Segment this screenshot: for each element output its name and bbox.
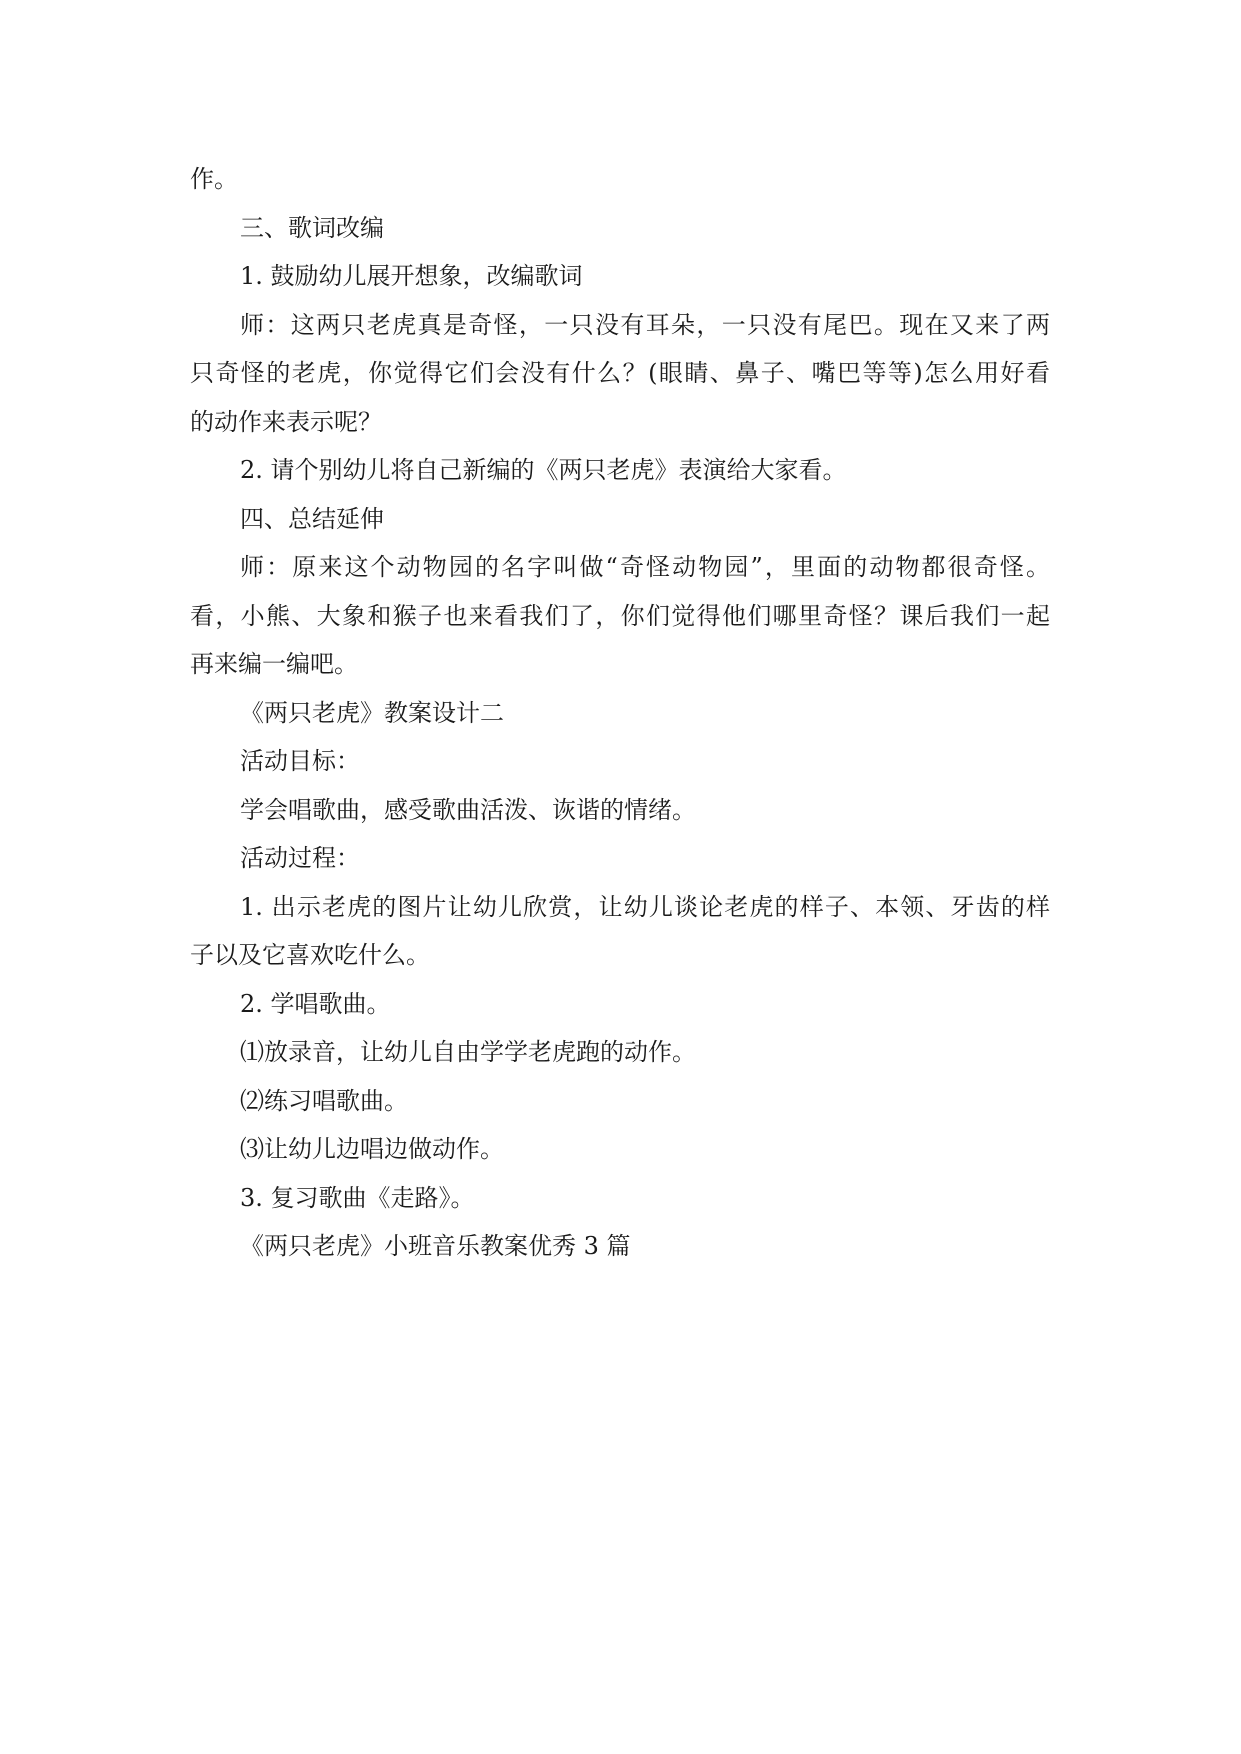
text-line: 看，小熊、大象和猴子也来看我们了，你们觉得他们哪里奇怪？课后我们一起 xyxy=(190,601,1050,630)
text-line: 只奇怪的老虎，你觉得它们会没有什么？(眼睛、鼻子、嘴巴等等)怎么用好看 xyxy=(190,359,1050,387)
text-line: 子以及它喜欢吃什么。 xyxy=(190,941,430,969)
text-line: 《两只老虎》教案设计二 xyxy=(240,698,504,727)
text-line: 作。 xyxy=(190,165,238,193)
text-line: 3. 复习歌曲《走路》。 xyxy=(240,1183,475,1212)
text-line: ⑵练习唱歌曲。 xyxy=(240,1086,408,1115)
text-line: 活动过程： xyxy=(240,844,360,872)
text-line: 的动作来表示呢？ xyxy=(190,407,382,436)
text-line: 师：这两只老虎真是奇怪，一只没有耳朵，一只没有尾巴。现在又来了两 xyxy=(240,310,1050,339)
text-line: ⑶让幼儿边唱边做动作。 xyxy=(240,1135,504,1163)
text-line: 师：原来这个动物园的名字叫做“奇怪动物园”，里面的动物都很奇怪。 xyxy=(240,553,1050,581)
text-line: 1. 鼓励幼儿展开想象，改编歌词 xyxy=(240,262,583,290)
text-line: 2. 请个别幼儿将自己新编的《两只老虎》表演给大家看。 xyxy=(240,456,847,484)
text-line: 活动目标： xyxy=(240,747,360,775)
text-line: 2. 学唱歌曲。 xyxy=(240,989,391,1018)
text-line: 《两只老虎》小班音乐教案优秀 3 篇 xyxy=(240,1232,631,1260)
text-line: 1. 出示老虎的图片让幼儿欣赏，让幼儿谈论老虎的样子、本领、牙齿的样 xyxy=(240,892,1050,921)
text-line: 三、歌词改编 xyxy=(240,213,384,242)
text-line: 学会唱歌曲，感受歌曲活泼、诙谐的情绪。 xyxy=(240,795,696,824)
text-line: ⑴放录音，让幼儿自由学学老虎跑的动作。 xyxy=(240,1038,696,1066)
document-body xyxy=(190,155,1050,1271)
text-line: 再来编一编吧。 xyxy=(190,650,358,678)
text-line: 四、总结延伸 xyxy=(240,504,384,533)
